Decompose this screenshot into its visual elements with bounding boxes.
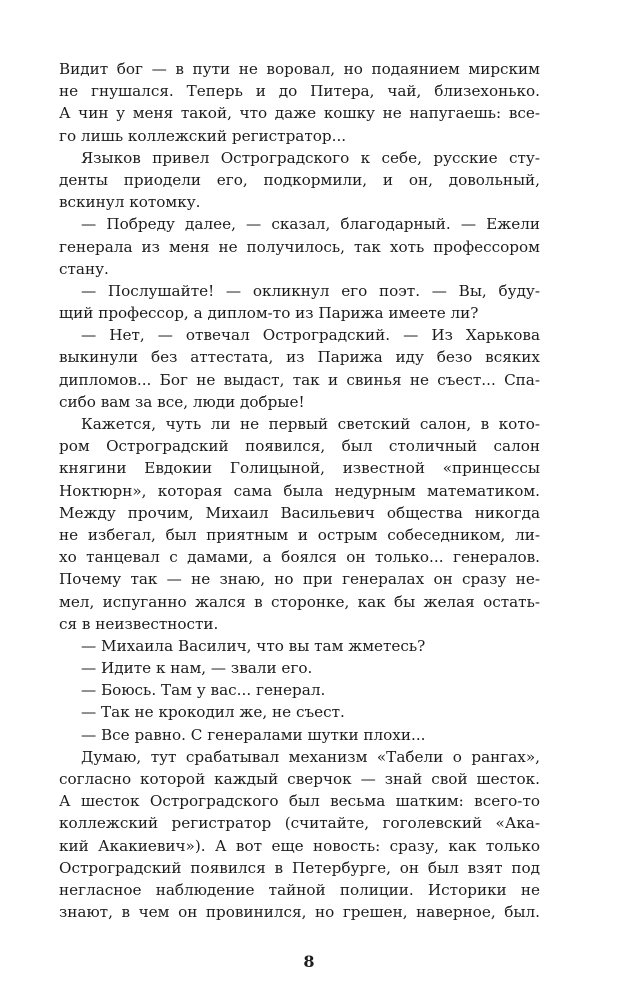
- text-line: щий профессор, а диплом-то из Парижа имеете ли?: [59, 304, 479, 323]
- text-line: — Послушайте! — окликнул его поэт. — Вы, буду-: [81, 281, 540, 300]
- text-line: Языков привел Остроградского к себе, русские сту-: [81, 148, 540, 167]
- text-line: кий Акакиевич»). А вот еще новость: сразу, как только: [59, 836, 540, 855]
- text-line: — Идите к нам, — звали его.: [81, 659, 313, 678]
- text-line: согласно которой каждый сверчок — знай свой шесток.: [59, 770, 540, 788]
- text-line: денты приодели его, подкормили, и он, довольный,: [59, 170, 540, 189]
- text-line: знают, в чем он провинился, но грешен, наверное, был.: [59, 903, 540, 922]
- text-line: выкинули без аттестата, из Парижа иду безо всяких: [59, 348, 540, 367]
- text-line: не гнушался. Теперь и до Питера, чай, близехонько.: [59, 82, 540, 101]
- text-line: Думаю, тут срабатывал механизм «Табели о рангах»,: [81, 747, 540, 766]
- text-line: мел, испуганно жался в сторонке, как бы желая остать-: [59, 592, 540, 611]
- text-line: — Боюсь. Там у вас... генерал.: [81, 681, 326, 700]
- text-line: Кажется, чуть ли не первый светский салон, в кото-: [81, 415, 540, 433]
- text-line: го лишь коллежский регистратор...: [59, 126, 347, 145]
- text-line: не избегал, был приятным и острым собеседником, ли-: [59, 525, 540, 544]
- text-line: вскинул котомку.: [59, 193, 201, 212]
- text-line: стану.: [59, 259, 109, 278]
- text-line: Ноктюрн», которая сама была недурным математиком.: [59, 481, 540, 500]
- page-text: [59, 58, 540, 923]
- text-line: — Все равно. С генералами шутки плохи...: [81, 725, 426, 744]
- text-line: — Так не крокодил же, не съест.: [81, 703, 345, 722]
- text-line: Между прочим, Михаил Васильевич общества никогда: [59, 503, 540, 522]
- text-line: коллежский регистратор (считайте, гоголевский «Ака-: [59, 814, 540, 833]
- text-line: — Михаила Василич, что вы там жметесь?: [81, 636, 426, 655]
- text-line: Остроградский появился в Петербурге, он был взят под: [59, 858, 540, 877]
- text-line: А шесток Остроградского был весьма шатким: всего-то: [59, 792, 540, 811]
- text-line: сибо вам за все, люди добрые!: [59, 392, 305, 411]
- text-line: княгини Евдокии Голицыной, известной «принцессы: [59, 459, 540, 478]
- text-line: А чин у меня такой, что даже кошку не напугаешь: все-: [59, 104, 540, 123]
- text-line: дипломов... Бог не выдаст, так и свинья не съест... Спа-: [59, 370, 540, 389]
- text-line: хо танцевал с дамами, а боялся он только... генералов.: [59, 548, 540, 567]
- text-line: негласное наблюдение тайной полиции. Историки не: [59, 880, 540, 899]
- text-line: — Побреду далее, — сказал, благодарный. — Ежели: [81, 215, 540, 234]
- text-line: Почему так — не знаю, но при генералах он сразу не-: [59, 570, 540, 589]
- text-line: генерала из меня не получилось, так хоть профессором: [59, 237, 540, 256]
- text-line: ся в неизвестности.: [59, 614, 219, 633]
- page-number: 8: [303, 952, 315, 971]
- text-line: Видит бог — в пути не воровал, но подаянием мирским: [59, 60, 540, 78]
- text-line: ром Остроградский появился, был столичный салон: [59, 437, 540, 456]
- text-line: — Нет, — отвечал Остроградский. — Из Харькова: [81, 326, 540, 345]
